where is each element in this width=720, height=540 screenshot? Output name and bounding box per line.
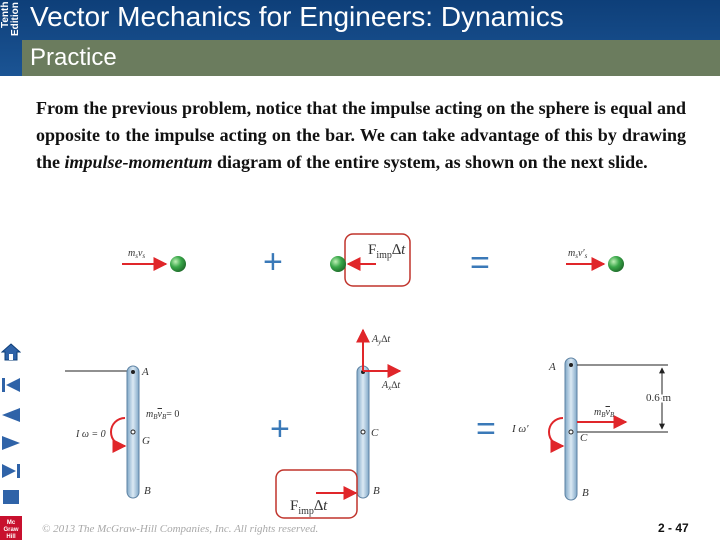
sphere — [608, 256, 624, 272]
pin — [569, 363, 573, 367]
sphere — [330, 256, 346, 272]
ay-label: $A_y\Delta t$ — [372, 334, 391, 346]
bar — [565, 358, 577, 500]
plus-sign: + — [270, 410, 290, 448]
page-number: 2 - 47 — [658, 521, 689, 535]
center — [569, 430, 573, 434]
point-g-label: G — [142, 435, 150, 447]
equals-sign: = — [470, 244, 490, 282]
copyright-text: © 2013 The McGraw-Hill Companies, Inc. All rights reserved. — [42, 523, 319, 535]
page-title: Vector Mechanics for Engineers: Dynamics — [30, 1, 564, 32]
svg-text:Mc: Mc — [6, 520, 16, 526]
slide-subtitle: Practice — [30, 44, 117, 71]
sphere — [170, 256, 186, 272]
sphere-momentum-label: $m_sv_s$ — [128, 248, 146, 260]
point-a-label: A — [142, 366, 149, 378]
pin — [131, 370, 135, 374]
bar-momentum-label: $m_Bv_B= 0$ — [146, 409, 180, 421]
bar-before — [65, 366, 179, 498]
svg-text:Graw: Graw — [3, 527, 19, 533]
point-a-label: A — [549, 361, 556, 373]
rotation-arrow — [111, 418, 125, 446]
svg-text:Hill: Hill — [6, 534, 16, 540]
bar-momentum-after-label: $m_Bv_B$ — [594, 407, 615, 419]
bar-impulse — [276, 330, 400, 518]
bar-after — [511, 358, 672, 500]
inertia-after-label: I ω′ — [512, 423, 529, 435]
center — [131, 430, 135, 434]
point-b-label: B — [144, 485, 151, 497]
edition-label: Tenth Edition — [0, 2, 21, 36]
sphere-before — [122, 248, 186, 272]
point-b-label: B — [373, 485, 380, 497]
point-c-label: C — [371, 427, 379, 439]
text-part-1: From the previous problem, notice that the impulse acting on the sphere is equal and opposite to the impulse acting on the bar. We can take advantage of this by drawing the — [36, 98, 686, 172]
sphere-after — [566, 248, 624, 272]
point-c-label: C — [580, 432, 588, 444]
point-b-label: B — [582, 487, 589, 499]
rotation-arrow — [549, 418, 563, 446]
center — [361, 430, 365, 434]
impulse-label: $F_{imp}\Delta t$ — [368, 242, 406, 261]
inertia-label: I ω = 0 — [76, 429, 106, 440]
text-part-2: diagram of the entire system, as shown on the next slide. — [212, 152, 648, 172]
sphere-impulse — [330, 234, 410, 286]
text-emphasis: impulse-momentum — [64, 152, 213, 172]
impulse-label: $F_{imp}\Delta t$ — [290, 498, 328, 517]
ax-label: $A_x\Delta t$ — [382, 380, 401, 392]
equals-sign: = — [476, 410, 496, 448]
plus-sign: + — [263, 243, 283, 281]
dimension-label: 0.6 m — [646, 392, 672, 404]
sphere-momentum-after-label: $m_sv'_s$ — [568, 248, 588, 260]
